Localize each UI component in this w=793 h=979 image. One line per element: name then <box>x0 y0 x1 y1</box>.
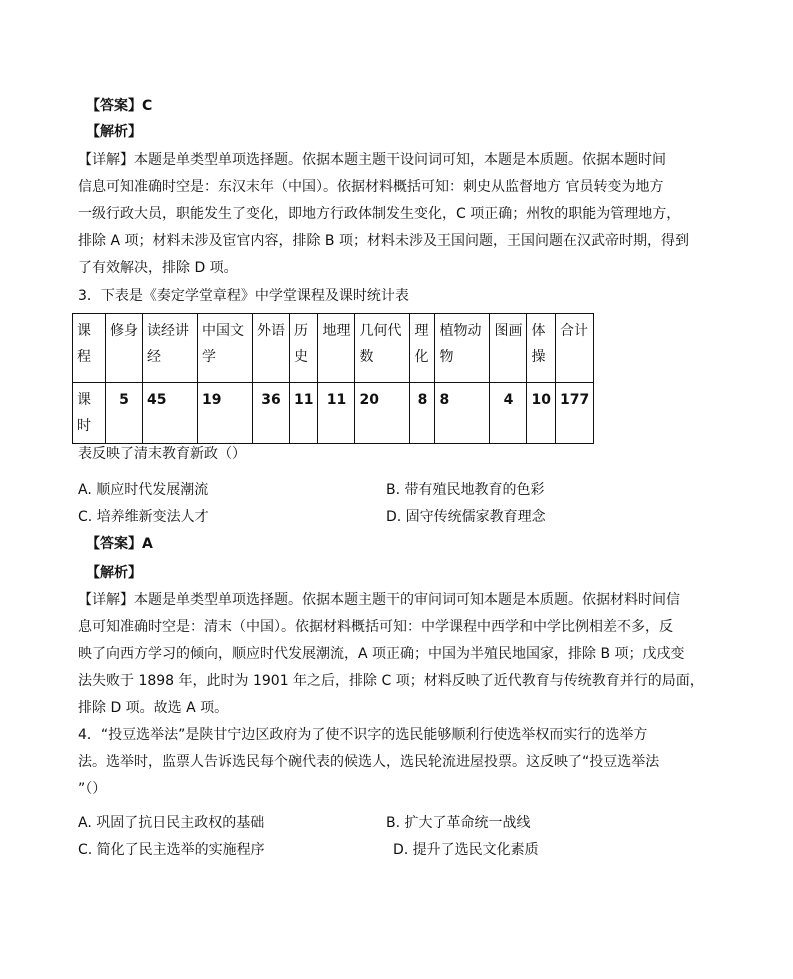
option-b: B. 带有殖民地教育的色彩 <box>386 482 545 498</box>
table-cell: 20 <box>355 383 410 444</box>
detail-line: 排除 D 项。故选 A 项。 <box>78 700 229 716</box>
option-c: C. 培养维新变法人才 <box>78 509 209 525</box>
question-text: 表反映了清末教育新政（） <box>78 446 246 462</box>
table-header-cell: 体操 <box>527 314 555 383</box>
option-d: D. 提升了选民文化素质 <box>393 842 539 858</box>
table-header-cell: 理化 <box>410 314 435 383</box>
detail-line: 信息可知准确时空是：东汉末年（中国）。依据材料概括可知：刺史从监督地方 官员转变为地方 <box>78 179 664 195</box>
table-row <box>73 383 594 444</box>
detail-line: 排除 A 项；材料未涉及宦官内容，排除 B 项；材料未涉及王国问题，王国问题在汉武帝时期，得到 <box>78 233 689 249</box>
table-header-row <box>73 314 594 383</box>
table-header-cell: 课程 <box>73 314 106 383</box>
option-a: A. 巩固了抗日民主政权的基础 <box>78 815 265 831</box>
course-hours-table <box>72 313 594 444</box>
option-c: C. 简化了民主选举的实施程序 <box>78 842 265 858</box>
table-header-cell: 几何代数 <box>355 314 410 383</box>
table-header-cell: 地理 <box>318 314 355 383</box>
analysis-label: 【解析】 <box>86 565 142 581</box>
table-row-label: 课时 <box>73 383 106 444</box>
table-cell: 11 <box>318 383 355 444</box>
table-cell: 177 <box>555 383 593 444</box>
question-stem: 法。选举时，监票人告诉选民每个碗代表的候选人，选民轮流进屋投票。这反映了“投豆选举法 <box>78 754 660 770</box>
detail-line: 法失败于 1898 年，此时为 1901 年之后，排除 C 项；材料反映了近代教育与传统教育并行的局面， <box>78 673 704 689</box>
table-header-cell: 外语 <box>253 314 290 383</box>
table-cell: 8 <box>410 383 435 444</box>
detail-line: 【详解】本题是单类型单项选择题。依据本题主题干的审问词可知本题是本质题。依据材料时间信 <box>78 592 680 608</box>
analysis-label: 【解析】 <box>86 124 142 140</box>
detail-line: 映了向西方学习的倾向，顺应时代发展潮流，A 项正确；中国为半殖民地国家，排除 B 项；戊戌变 <box>78 646 685 662</box>
detail-line: 息可知准确时空是：清末（中国）。依据材料概括可知：中学课程中西学和中学比例相差不多，反 <box>78 619 673 635</box>
table-header-cell: 植物动物 <box>435 314 490 383</box>
table-header-cell: 图画 <box>490 314 527 383</box>
table-header-cell: 历史 <box>290 314 318 383</box>
table-cell: 4 <box>490 383 527 444</box>
answer-label: 【答案】C <box>86 98 153 114</box>
option-d: D. 固守传统儒家教育理念 <box>386 509 546 525</box>
table-header-cell: 合计 <box>555 314 593 383</box>
question-stem: 4．“投豆选举法”是陕甘宁边区政府为了使不识字的选民能够顺利行使选举权而实行的选举方 <box>78 727 648 743</box>
table-header-cell: 中国文学 <box>198 314 253 383</box>
table-cell: 36 <box>253 383 290 444</box>
option-b: B. 扩大了革命统一战线 <box>386 815 531 831</box>
question-stem: 3．下表是《奏定学堂章程》中学堂课程及课时统计表 <box>78 288 409 304</box>
table-cell: 5 <box>106 383 143 444</box>
question-stem: ”（） <box>78 781 107 797</box>
table-header-cell: 读经讲经 <box>143 314 198 383</box>
table-cell: 19 <box>198 383 253 444</box>
answer-label: 【答案】A <box>86 536 153 552</box>
table-cell: 11 <box>290 383 318 444</box>
table-cell: 8 <box>435 383 490 444</box>
detail-line: 了有效解决，排除 D 项。 <box>78 260 238 276</box>
detail-line: 【详解】本题是单类型单项选择题。依据本题主题干设问词可知，本题是本质题。依据本题时间 <box>78 152 666 168</box>
table-cell: 10 <box>527 383 555 444</box>
detail-line: 一级行政大员，职能发生了变化，即地方行政体制发生变化，C 项正确；州牧的职能为管理地方， <box>78 206 681 222</box>
option-a: A. 顺应时代发展潮流 <box>78 482 209 498</box>
table-header-cell: 修身 <box>106 314 143 383</box>
table-cell: 45 <box>143 383 198 444</box>
